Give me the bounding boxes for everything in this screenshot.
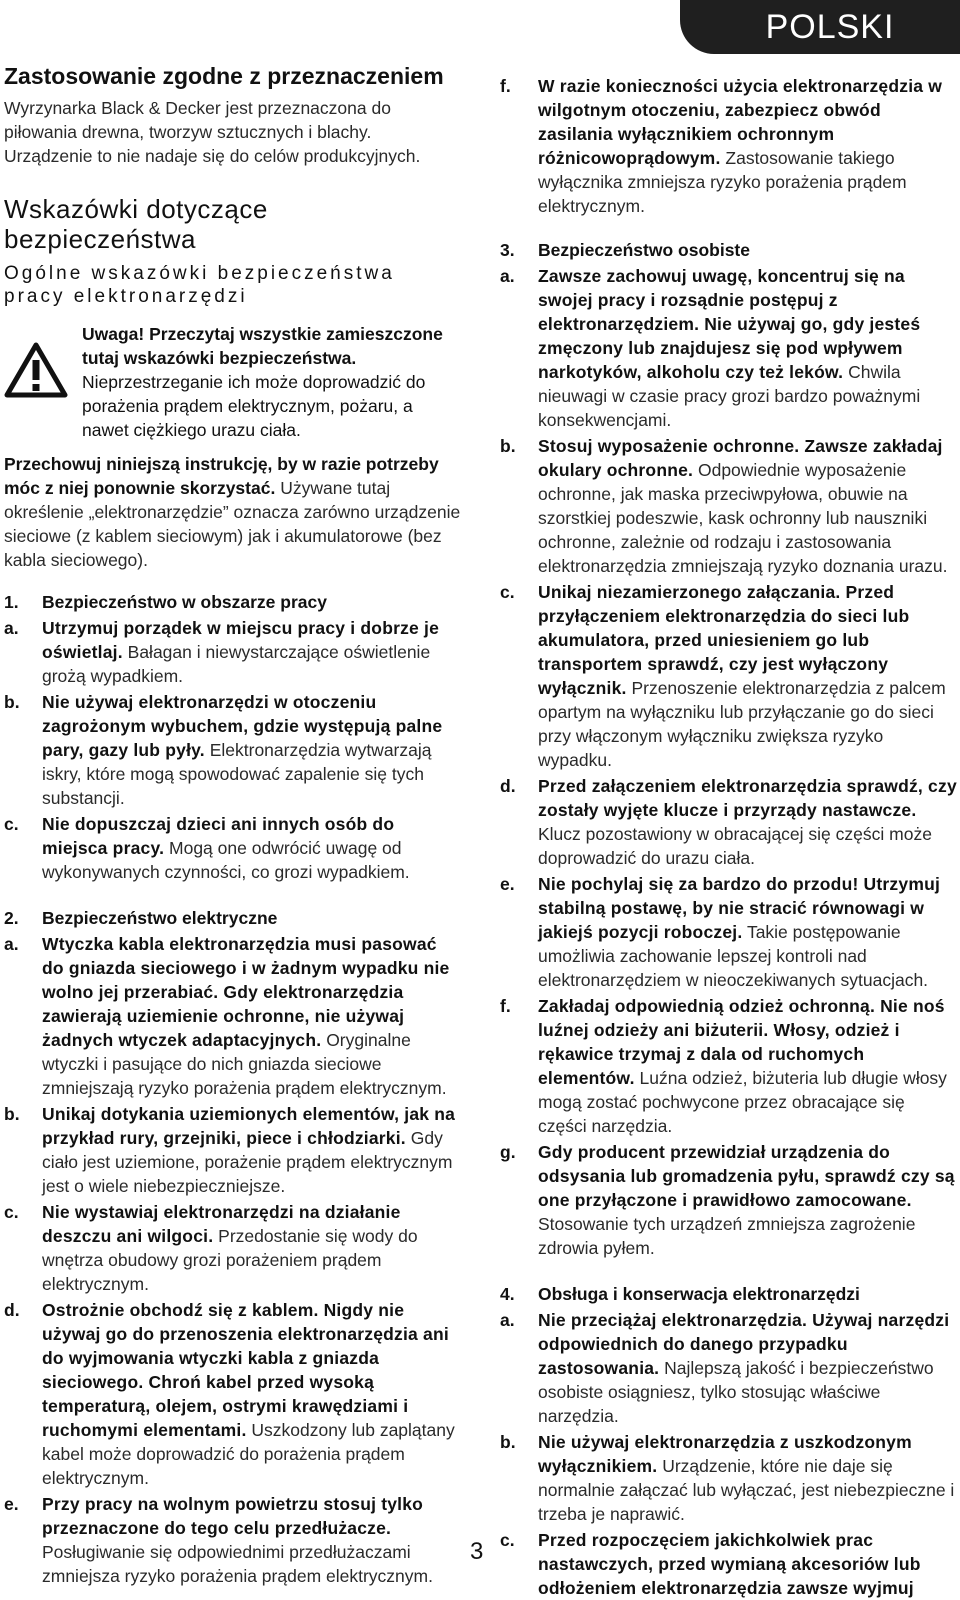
item-label: c. <box>500 582 515 602</box>
item-bold: Zawsze zachowuj uwagę, koncentruj się na swojej pracy i rozsądnie postępuj z elektronarzędziem. Nie używaj go, gdy jesteś zmęczony lub znajdujesz się pod wpływem narkotyków, alkoholu czy też leków. <box>538 266 921 382</box>
item-content <box>538 1140 958 1260</box>
item-text: Odpowiednie wyposażenie ochronne, jak maska przeciwpyłowa, obuwie na szorstkiej podeszwie, kask ochronny lub nauszniki ochronne, zależnie od rodzaju i zastosowania elektronarzędzia zmniejszają ryzyko doznania urazu. <box>538 460 948 576</box>
item-content <box>42 1492 462 1588</box>
keep-instructions-bold: Przechowuj niniejszą instrukcję, by w razie potrzeby móc z niej ponownie skorzystać. <box>4 454 439 498</box>
section-1-list <box>4 616 462 884</box>
item-text: Luźna odzież, biżuteria lub długie włosy mogą zostać pochwycone przez obracające się części narzędzia. <box>538 1068 947 1136</box>
language-tab: POLSKI <box>680 0 960 54</box>
section-number: 4. <box>500 1284 515 1304</box>
item-label: g. <box>500 1142 516 1162</box>
item-bold: Nie wystawiaj elektronarzędzi na działanie deszczu ani wilgoci. <box>42 1202 401 1246</box>
item-content <box>42 1200 462 1296</box>
item-label: a. <box>4 618 19 638</box>
item-bold: Nie używaj elektronarzędzi w otoczeniu zagrożonym wybuchem, gdzie występują palne pary, gazy lub pyły. <box>42 692 443 760</box>
item-label: d. <box>500 776 516 796</box>
item-text: Bałagan i niewystarczające oświetlenie grożą wypadkiem. <box>42 642 431 686</box>
item-content <box>538 774 958 870</box>
item-text: Chwila nieuwagi w czasie pracy grozi bardzo poważnymi konsekwencjami. <box>538 362 921 430</box>
item-text: Zastosowanie takiego wyłącznika zmniejsza ryzyko porażenia prądem elektrycznym. <box>538 148 907 216</box>
item-label: c. <box>500 1530 515 1550</box>
item-bold: Nie dopuszczaj dzieci ani innych osób do miejsca pracy. <box>42 814 395 858</box>
item-content <box>538 872 958 992</box>
item-label: c. <box>4 814 19 834</box>
list-item <box>500 74 958 218</box>
item-bold: Nie przeciążaj elektronarzędzia. Używaj narzędzi odpowiednich do danego przypadku zastosowania. <box>538 1310 950 1378</box>
section-title: Bezpieczeństwo w obszarze pracy <box>42 592 327 612</box>
item-content <box>538 1528 958 1600</box>
list-item <box>4 690 462 810</box>
list-item <box>4 1200 462 1296</box>
item-content <box>538 434 958 578</box>
item-label: b. <box>500 436 516 456</box>
item-text: Urządzenie, które nie daje się normalnie załączać lub wyłączać, jest niebezpieczne i trzeba je naprawić. <box>538 1456 955 1524</box>
right-column <box>500 72 958 1600</box>
item-label: e. <box>500 874 515 894</box>
list-item <box>4 812 462 884</box>
item-label: b. <box>4 1104 20 1124</box>
item-text: Elektronarzędzia wytwarzają iskry, które mogą spowodować zapalenie się tych substancji. <box>42 740 432 808</box>
section-title: Obsługa i konserwacja elektronarzędzi <box>538 1284 860 1304</box>
item-label: f. <box>500 996 511 1016</box>
keep-instructions-text: Używane tutaj określenie „elektronarzędzie” oznacza zarówno urządzenie sieciowe (z kablem sieciowym) jak i akumulatorowe (bez kabla sieciowego). <box>4 478 461 570</box>
item-content <box>42 690 462 810</box>
item-bold: Stosuj wyposażenie ochronne. Zawsze zakładaj okulary ochronne. <box>538 436 943 480</box>
list-item <box>500 264 958 432</box>
list-item <box>500 1430 958 1526</box>
section-heading-3 <box>500 238 958 262</box>
safety-title: Wskazówki dotyczące bezpieczeństwa <box>4 194 268 254</box>
item-text: Uszkodzony lub zaplątany kabel może doprowadzić do porażenia prądem elektrycznym. <box>42 1420 455 1488</box>
item-content <box>42 812 462 884</box>
item-text: Posługiwanie się odpowiednimi przedłużaczami zmniejsza ryzyko porażenia prądem elektrycznym. <box>42 1542 433 1586</box>
item-label: a. <box>500 1310 515 1330</box>
item-bold: Nie używaj elektronarzędzia z uszkodzonym wyłącznikiem. <box>538 1432 912 1476</box>
item-bold: Utrzymuj porządek w miejscu pracy i dobrze je oświetlaj. <box>42 618 440 662</box>
item-bold: Przy pracy na wolnym powietrzu stosuj tylko przeznaczone do tego celu przedłużacze. <box>42 1494 424 1538</box>
item-content <box>42 932 462 1100</box>
section-number: 1. <box>4 592 19 612</box>
item-text: Gdy ciało jest uziemione, porażenie prądem elektrycznym jest o wiele niebezpieczniejsze. <box>42 1128 453 1196</box>
section-heading-2 <box>4 906 462 930</box>
item-bold: Zakładaj odpowiednią odzież ochronną. Nie noś luźnej odzieży ani biżuterii. Włosy, odzież i rękawice trzymaj z dala od ruchomych elementów. <box>538 996 945 1088</box>
item-content <box>42 1298 462 1490</box>
item-label: e. <box>4 1494 19 1514</box>
item-content <box>538 580 958 772</box>
section-number: 3. <box>500 240 515 260</box>
list-item <box>500 1140 958 1260</box>
list-item <box>500 1528 958 1600</box>
item-label: a. <box>4 934 19 954</box>
intended-use-title: Zastosowanie zgodne z przeznaczeniem <box>4 63 444 89</box>
section-title: Bezpieczeństwo osobiste <box>538 240 750 260</box>
item-bold: W razie konieczności użycia elektronarzędzia w wilgotnym otoczeniu, zabezpiecz obwód zasilania wyłącznikiem ochronnym różnicowoprądowym. <box>538 76 943 168</box>
item-content <box>538 1430 958 1526</box>
section-title: Bezpieczeństwo elektryczne <box>42 908 278 928</box>
section-heading-4 <box>500 1282 958 1306</box>
list-item <box>500 434 958 578</box>
list-item <box>4 932 462 1100</box>
item-text: Klucz pozostawiony w obracającej się części może doprowadzić do urazu ciała. <box>538 824 932 868</box>
item-bold: Unikaj dotykania uziemionych elementów, jak na przykład rury, grzejniki, piece i chłodziarki. <box>42 1104 456 1148</box>
item-text: Przedostanie się wody do wnętrza obudowy grozi porażeniem prądem elektrycznym. <box>42 1226 418 1294</box>
item-bold: Przed rozpoczęciem jakichkolwiek prac nastawczych, przed wymianą akcesoriów lub odłożeniem elektronarzędzia zawsze wyjmuj <box>538 1530 921 1598</box>
item-label: f. <box>500 76 511 96</box>
warning-triangle-icon <box>4 342 68 398</box>
list-item <box>500 994 958 1138</box>
list-item <box>4 1102 462 1198</box>
item-bold: Wtyczka kabla elektronarzędzia musi pasować do gniazda sieciowego i w żadnym wypadku nie wolno jej przerabiać. Gdy elektronarzędzia zawierają uziemienie ochronne, nie używaj żadnych wtyczek adaptacyjnych. <box>42 934 450 1050</box>
warning-text: Nieprzestrzeganie ich może doprowadzić do porażenia prądem elektrycznym, pożaru, a nawet ciężkiego urazu ciała. <box>82 372 426 440</box>
item-text: Najlepszą jakość i bezpieczeństwo osobiste osiągniesz, tylko stosując właściwe narzędzia. <box>538 1358 934 1426</box>
section-number: 2. <box>4 908 19 928</box>
item-text: Mogą one odwrócić uwagę od wykonywanych czynności, co grozi wypadkiem. <box>42 838 410 882</box>
left-column <box>4 62 462 1588</box>
intended-use-text: Wyrzynarka Black & Decker jest przeznaczona do piłowania drewna, tworzyw sztucznych i blachy. Urządzenie to nie nadaje się do celów produkcyjnych. <box>4 98 421 166</box>
item-content <box>538 1308 958 1428</box>
list-item <box>500 774 958 870</box>
item-content <box>538 994 958 1138</box>
item-bold: Gdy producent przewidział urządzenia do odsysania lub gromadzenia pyłu, sprawdź czy są one przyłączone i prawidłowo zamocowane. <box>538 1142 955 1210</box>
section-heading-1 <box>4 590 462 614</box>
item-label: c. <box>4 1202 19 1222</box>
list-item <box>4 1492 462 1588</box>
list-item <box>4 1298 462 1490</box>
item-content <box>538 264 958 432</box>
list-item <box>500 872 958 992</box>
item-text: Takie postępowanie umożliwia zachowanie lepszej kontroli nad elektronarzędziem w nieoczekiwanych sytuacjach. <box>538 922 929 990</box>
warning-bold: Uwaga! Przeczytaj wszystkie zamieszczone tutaj wskazówki bezpieczeństwa. <box>82 324 443 368</box>
list-item <box>500 580 958 772</box>
general-safety-title: Ogólne wskazówki bezpieczeństwa pracy elektronarzędzi <box>4 263 395 307</box>
item-bold: Nie pochylaj się za bardzo do przodu! Utrzymuj stabilną postawę, by nie stracić równowagi w jakiejś pozycji roboczej. <box>538 874 941 942</box>
section-2-list <box>4 932 462 1588</box>
list-item <box>500 1308 958 1428</box>
list-item <box>4 616 462 688</box>
item-label: b. <box>500 1432 516 1452</box>
keep-instructions <box>4 452 462 572</box>
item-content <box>42 1102 462 1198</box>
item-text: Przenoszenie elektronarzędzia z palcem opartym na wyłączniku lub przyłączanie go do sieci przy włączonym wyłączniku zwiększa ryzyko wypadku. <box>538 678 946 770</box>
item-label: d. <box>4 1300 20 1320</box>
warning-block <box>4 322 462 442</box>
item-label: b. <box>4 692 20 712</box>
item-label: a. <box>500 266 515 286</box>
page-number: 3 <box>470 1538 484 1565</box>
section-2-list-continued <box>500 74 958 218</box>
item-content <box>42 616 462 688</box>
item-bold: Ostrożnie obchodź się z kablem. Nigdy nie używaj go do przenoszenia elektronarzędzia ani do wyjmowania wtyczki kabla z gniazda sieciowego. Chroń kabel przed wysoką temperaturą, olejem, ostrymi krawędziami i ruchomymi elementami. <box>42 1300 449 1440</box>
item-content <box>538 74 958 218</box>
item-bold: Przed załączeniem elektronarzędzia sprawdź, czy zostały wyjęte klucze i przyrządy nastawcze. <box>538 776 957 820</box>
section-4-list <box>500 1308 958 1600</box>
item-text: Oryginalne wtyczki i pasujące do nich gniazda sieciowe zmniejszają ryzyko porażenia prądem elektrycznym. <box>42 1030 447 1098</box>
section-3-list <box>500 264 958 1260</box>
item-bold: Unikaj niezamierzonego załączania. Przed przyłączeniem elektronarzędzia do sieci lub akumulatora, przed uniesieniem go lub transportem sprawdź, czy jest wyłączony wyłącznik. <box>538 582 910 698</box>
item-text: Stosowanie tych urządzeń zmniejsza zagrożenie zdrowia pyłem. <box>538 1214 916 1258</box>
